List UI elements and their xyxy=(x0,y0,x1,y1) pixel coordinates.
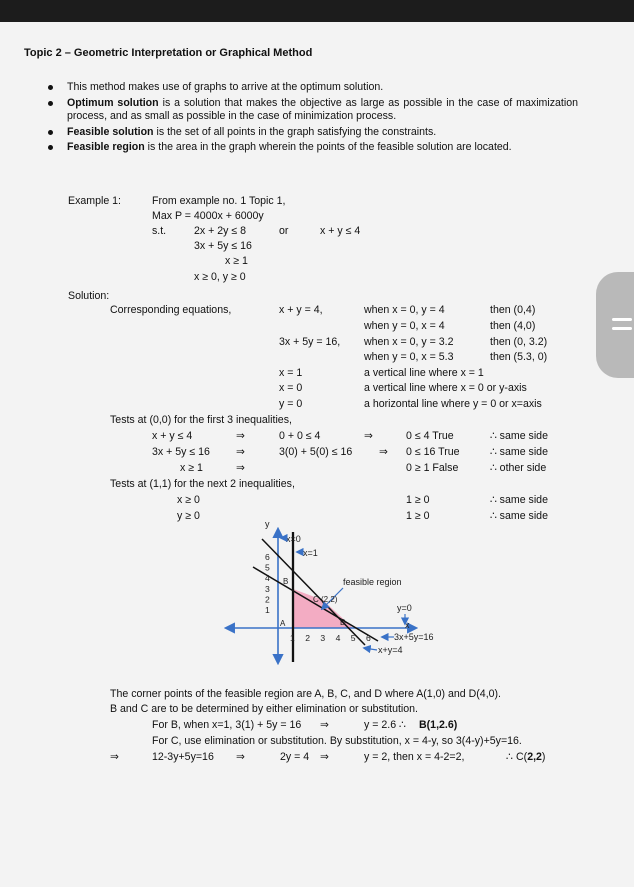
constraint-1-alt: x + y ≤ 4 xyxy=(320,225,361,237)
x-tick-label: 3 xyxy=(320,633,326,643)
constraint-4: x ≥ 0, y ≥ 0 xyxy=(194,271,246,283)
equation-3: x = 1 xyxy=(279,367,303,379)
test-3-result: 0 ≥ 1 False xyxy=(406,462,459,474)
x-tick-label: 2 xyxy=(305,633,310,643)
tests-1-label: Tests at (0,0) for the first 3 inequalities, xyxy=(110,414,292,426)
y-tick-label: 4 xyxy=(265,573,270,584)
test-1-result: 0 ≤ 4 True xyxy=(406,430,454,442)
bullet-item: Optimum solution is a solution that makes the objective as large as possible in the case of maximization process, and as small as possible in the case of minimization process. xyxy=(46,97,578,124)
point-c-step-3: y = 2, then x = 4-2=2, xyxy=(364,751,465,763)
test-3-conclusion: ∴ other side xyxy=(490,462,547,474)
equation-5-desc: a horizontal line where y = 0 or x=axis xyxy=(364,398,542,410)
eq1-then-a: then (0,4) xyxy=(490,304,536,316)
x-tick-label: 4 xyxy=(335,633,341,643)
equation-4: x = 0 xyxy=(279,382,303,394)
point-c-step-2: 2y = 4 xyxy=(280,751,310,763)
bullet-item: Feasible region is the area in the graph wherein the points of the feasible solution are located. xyxy=(46,141,578,154)
corner-points-text: The corner points of the feasible region are A, B, C, and D where A(1,0) and D(4,0). xyxy=(110,688,502,700)
y-axis-label: y xyxy=(265,519,270,529)
equation-5: y = 0 xyxy=(279,398,303,410)
eq2-when-b: when y = 0, x = 5.3 xyxy=(364,351,454,363)
test-4-conclusion: ∴ same side xyxy=(490,494,548,506)
eq1-then-b: then (4,0) xyxy=(490,320,536,332)
y-tick-label: 5 xyxy=(265,562,270,573)
equation-1: x + y = 4, xyxy=(279,304,323,316)
implies-arrow: ⇒ xyxy=(236,462,245,474)
equation-3-desc: a vertical line where x = 1 xyxy=(364,367,484,379)
y-tick-label: 2 xyxy=(265,594,270,605)
eq2-when-a: when x = 0, y = 3.2 xyxy=(364,336,454,348)
eq1-when-a: when x = 0, y = 4 xyxy=(364,304,445,316)
page-title: Topic 2 – Geometric Interpretation or Graphical Method xyxy=(24,47,313,59)
example-label: Example 1: xyxy=(68,195,121,207)
x-tick-label: 1 xyxy=(290,633,295,643)
point-a-label: A xyxy=(280,619,286,628)
solution-label: Solution: xyxy=(68,290,110,302)
corresponding-label: Corresponding equations, xyxy=(110,304,232,316)
test-4-ineq: x ≥ 0 xyxy=(177,494,200,506)
implies-arrow: ⇒ xyxy=(379,446,388,458)
point-c-label: C (2,2) xyxy=(313,595,338,604)
point-d-label: D xyxy=(340,618,346,627)
bullet-item: Feasible solution is the set of all points in the graph satisfying the constraints. xyxy=(46,126,578,139)
point-c-step-1: 12-3y+5y=16 xyxy=(152,751,214,763)
therefore-symbol: ∴ xyxy=(506,751,513,763)
test-3-ineq: x ≥ 1 xyxy=(180,462,203,474)
objective-function: Max P = 4000x + 6000y xyxy=(152,210,264,222)
eq2-label: 3x+5y=16 xyxy=(394,632,434,642)
implies-arrow: ⇒ xyxy=(320,719,329,731)
y-tick-label: 6 xyxy=(265,552,270,562)
constraint-3: x ≥ 1 xyxy=(225,255,248,267)
implies-arrow: ⇒ xyxy=(236,430,245,442)
y0-label: y=0 xyxy=(397,603,412,613)
constraint-2: 3x + 5y ≤ 16 xyxy=(194,240,252,252)
point-c-value: C(2,2) xyxy=(516,751,546,763)
test-1-conclusion: ∴ same side xyxy=(490,430,548,442)
point-b-label: B xyxy=(283,577,289,586)
implies-arrow: ⇒ xyxy=(236,446,245,458)
point-b-result: y = 2.6 ∴ xyxy=(364,719,406,731)
tests-2-label: Tests at (1,1) for the next 2 inequalities, xyxy=(110,478,295,490)
test-5-conclusion: ∴ same side xyxy=(490,510,548,522)
subject-to: s.t. xyxy=(152,225,167,237)
test-5-ineq: y ≥ 0 xyxy=(177,510,200,522)
eq1-when-b: when y = 0, x = 4 xyxy=(364,320,445,332)
feasible-region-label: feasible region xyxy=(343,577,402,587)
y-tick-label: 1 xyxy=(265,605,270,615)
elimination-text: B and C are to be determined by either elimination or substitution. xyxy=(110,703,418,715)
equation-2: 3x + 5y = 16, xyxy=(279,336,341,348)
test-1-sub: 0 + 0 ≤ 4 xyxy=(279,430,321,442)
test-4-result: 1 ≥ 0 xyxy=(406,494,430,506)
x-axis-label: x xyxy=(405,620,410,630)
y-tick-label: 3 xyxy=(265,583,270,594)
test-2-ineq: 3x + 5y ≤ 16 xyxy=(152,446,210,458)
x-tick-label: 6 xyxy=(366,633,371,643)
x0-label: x=0 xyxy=(286,534,301,544)
point-c-derivation: For C, use elimination or substitution. By substitution, x = 4-y, so 3(4-y)+5y=16. xyxy=(152,735,522,747)
constraint-1: 2x + 2y ≤ 8 xyxy=(194,225,247,237)
implies-arrow: ⇒ xyxy=(110,751,119,763)
eq1-arrow xyxy=(364,648,377,650)
or-text: or xyxy=(279,225,289,237)
point-b-value: B(1,2.6) xyxy=(419,719,458,731)
example-intro: From example no. 1 Topic 1, xyxy=(152,195,286,207)
scroll-handle[interactable] xyxy=(596,272,634,378)
x1-label: x=1 xyxy=(303,548,318,558)
test-2-result: 0 ≤ 16 True xyxy=(406,446,460,458)
test-2-conclusion: ∴ same side xyxy=(490,446,548,458)
test-2-sub: 3(0) + 5(0) ≤ 16 xyxy=(279,446,353,458)
bullet-item: This method makes use of graphs to arrive at the optimum solution. xyxy=(46,81,578,94)
equation-4-desc: a vertical line where x = 0 or y-axis xyxy=(364,382,527,394)
test-5-result: 1 ≥ 0 xyxy=(406,510,430,522)
implies-arrow: ⇒ xyxy=(364,430,373,442)
implies-arrow: ⇒ xyxy=(236,751,245,763)
eq2-then-a: then (0, 3.2) xyxy=(490,336,548,348)
eq1-label: x+y=4 xyxy=(378,645,403,655)
x-tick-label: 5 xyxy=(350,633,356,643)
eq2-then-b: then (5.3, 0) xyxy=(490,351,548,363)
test-1-ineq: x + y ≤ 4 xyxy=(152,430,193,442)
point-b-derivation: For B, when x=1, 3(1) + 5y = 16 xyxy=(152,719,302,731)
implies-arrow: ⇒ xyxy=(320,751,329,763)
